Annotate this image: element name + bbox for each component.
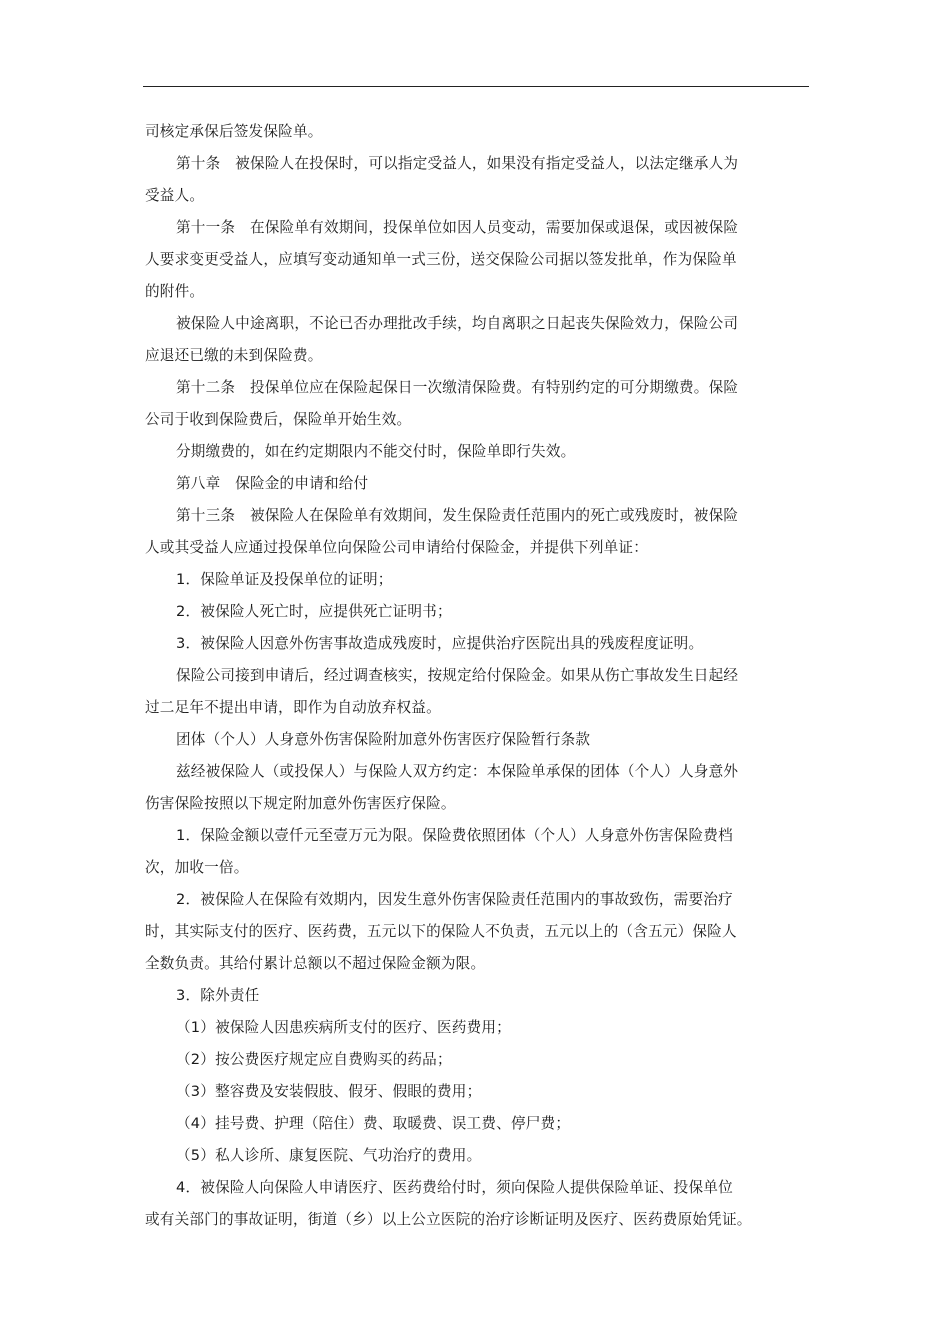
text-line: 人要求变更受益人，应填写变动通知单一式三份，送交保险公司据以签发批单，作为保险单 [145,251,737,268]
text-line: 第十三条 被保险人在保险单有效期间，发生保险责任范围内的死亡或残废时，被保险 [176,507,739,524]
text-line: 1．保险金额以壹仟元至壹万元为限。保险费依照团体（个人）人身意外伤害保险费档 [176,827,733,844]
text-line: 第十条 被保险人在投保时，可以指定受益人，如果没有指定受益人，以法定继承人为 [176,155,739,172]
text-line: 次，加收一倍。 [145,859,249,876]
text-line: 伤害保险按照以下规定附加意外伤害医疗保险。 [145,795,456,812]
text-line: 过二足年不提出申请，即作为自动放弃权益。 [145,699,441,716]
text-line: 2．被保险人死亡时，应提供死亡证明书； [176,603,452,620]
text-line: 受益人。 [145,187,205,204]
text-line: 第十二条 投保单位应在保险起保日一次缴清保险费。有特别约定的可分期缴费。保险 [176,379,739,396]
text-line: 团体（个人）人身意外伤害保险附加意外伤害医疗保险暂行条款 [176,731,591,748]
text-line: （1）被保险人因患疾病所支付的医疗、医药费用； [176,1019,511,1036]
text-line: 3．除外责任 [176,987,260,1004]
text-line: 人或其受益人应通过投保单位向保险公司申请给付保险金，并提供下列单证： [145,539,648,556]
text-line: 3．被保险人因意外伤害事故造成残废时，应提供治疗医院出具的残废程度证明。 [176,635,704,652]
text-line: 1．保险单证及投保单位的证明； [176,571,393,588]
text-line: （3）整容费及安装假肢、假牙、假眼的费用； [176,1083,482,1100]
text-line: 时，其实际支付的医疗、医药费，五元以下的保险人不负责，五元以上的（含五元）保险人 [145,923,737,940]
text-line: 第八章 保险金的申请和给付 [176,475,369,492]
text-line: 兹经被保险人（或投保人）与保险人双方约定：本保险单承保的团体（个人）人身意外 [176,763,739,780]
text-line: （2）按公费医疗规定应自费购买的药品； [176,1051,452,1068]
header-rule [143,86,809,87]
text-line: 被保险人中途离职，不论已否办理批改手续，均自离职之日起丧失保险效力，保险公司 [176,315,739,332]
text-line: 公司于收到保险费后，保险单开始生效。 [145,411,412,428]
document-body [145,116,809,1236]
text-line: 4．被保险人向保险人申请医疗、医药费给付时，须向保险人提供保险单证、投保单位 [176,1179,733,1196]
text-line: （5）私人诊所、康复医院、气功治疗的费用。 [176,1147,482,1164]
text-line: 全数负责。其给付累计总额以不超过保险金额为限。 [145,955,486,972]
text-line: 应退还已缴的未到保险费。 [145,347,323,364]
text-line: 的附件。 [145,283,205,300]
text-line: 第十一条 在保险单有效期间，投保单位如因人员变动，需要加保或退保，或因被保险 [176,219,739,236]
text-line: 或有关部门的事故证明，街道（乡）以上公立医院的治疗诊断证明及医疗、医药费原始凭证。 [145,1211,752,1228]
text-line: 司核定承保后签发保险单。 [145,123,323,140]
text-line: 保险公司接到申请后，经过调查核实，按规定给付保险金。如果从伤亡事故发生日起经 [176,667,739,684]
text-line: 2．被保险人在保险有效期内，因发生意外伤害保险责任范围内的事故致伤，需要治疗 [176,891,733,908]
text-line: （4）挂号费、护理（陪住）费、取暖费、误工费、停尸费； [176,1115,571,1132]
text-line: 分期缴费的，如在约定期限内不能交付时，保险单即行失效。 [176,443,576,460]
